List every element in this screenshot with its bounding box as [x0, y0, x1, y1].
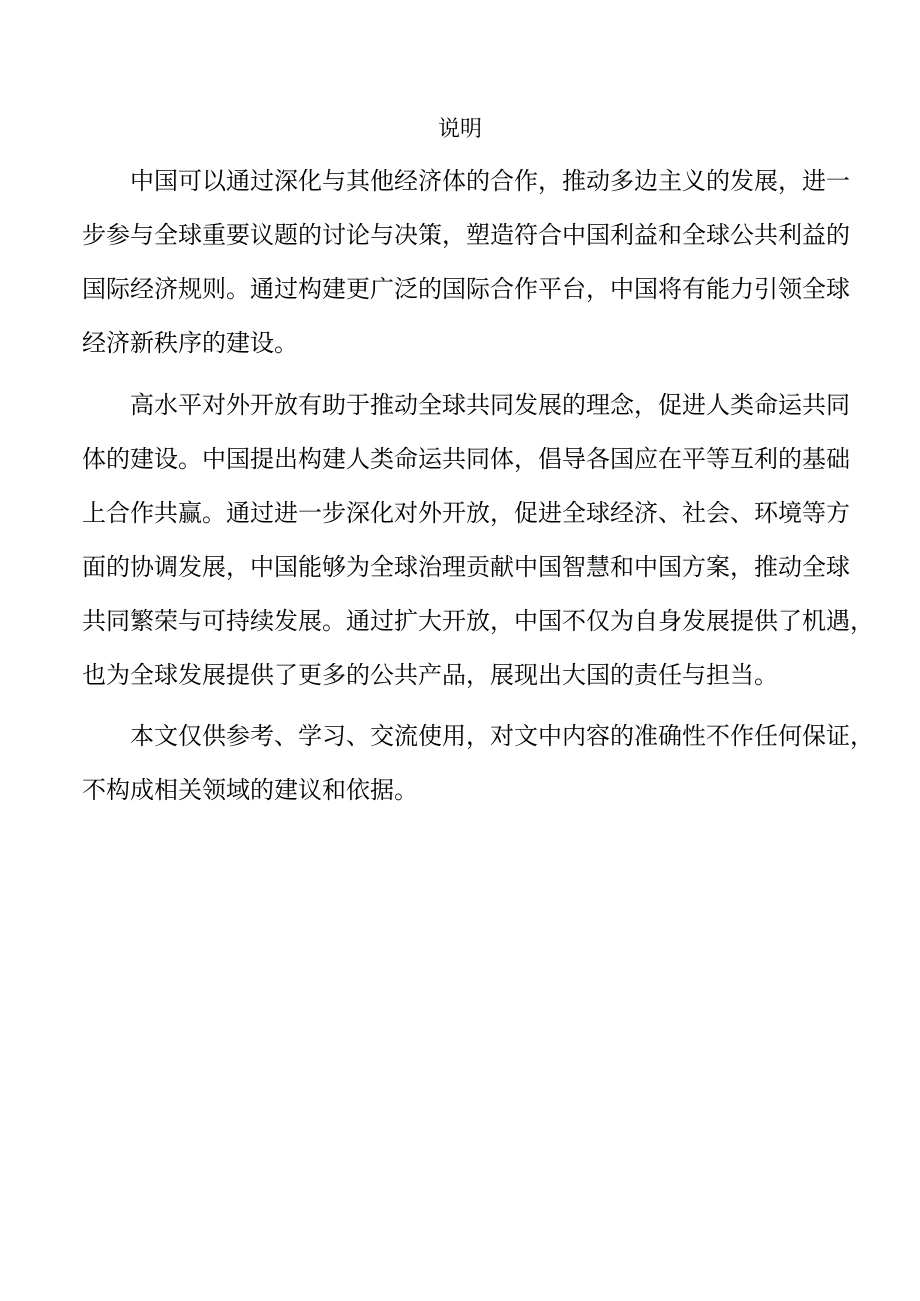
paragraph-line: 经济新秩序的建设。 [82, 329, 298, 357]
paragraph-line: 也为全球发展提供了更多的公共产品，展现出大国的责任与担当。 [82, 661, 778, 689]
paragraph-line: 体的建设。中国提出构建人类命运共同体，倡导各国应在平等互利的基础 [82, 445, 850, 473]
paragraph-1 [82, 154, 850, 370]
paragraph-line: 步参与全球重要议题的讨论与决策，塑造符合中国利益和全球公共利益的 [82, 221, 850, 249]
paragraph-3 [82, 709, 874, 817]
paragraph-line: 国际经济规则。通过构建更广泛的国际合作平台，中国将有能力引领全球 [82, 275, 850, 303]
paragraph-line: 中国可以通过深化与其他经济体的合作，推动多边主义的发展，进一 [130, 167, 850, 195]
paragraph-line: 共同繁荣与可持续发展。通过扩大开放，中国不仅为自身发展提供了机遇， [82, 607, 874, 635]
paragraph-line: 本文仅供参考、学习、交流使用，对文中内容的准确性不作任何保证， [130, 722, 874, 750]
paragraph-line: 面的协调发展，中国能够为全球治理贡献中国智慧和中国方案，推动全球 [82, 553, 850, 581]
paragraph-line: 高水平对外开放有助于推动全球共同发展的理念，促进人类命运共同 [130, 391, 850, 419]
paragraph-2 [82, 378, 874, 702]
paragraph-line: 不构成相关领域的建议和依据。 [82, 776, 418, 804]
paragraph-line: 上合作共赢。通过进一步深化对外开放，促进全球经济、社会、环境等方 [82, 499, 850, 527]
document-title: 说明 [437, 117, 482, 142]
